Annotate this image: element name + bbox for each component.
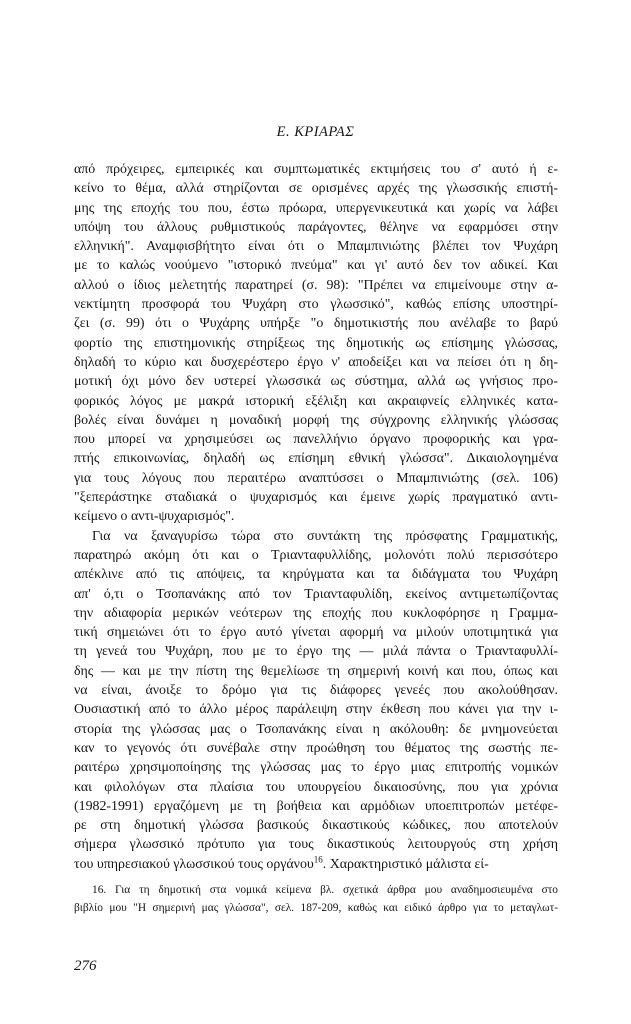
text-line: βολές είναι δυνάμει η μοναδική μορφή της σύγχρονης ελληνικής γλώσσας — [74, 412, 558, 428]
text-line: μοτική όχι μόνο δεν υστερεί γλωσσικά ως σύστημα, αλλά ως γνήσιος προ- — [74, 374, 558, 390]
main-text — [74, 160, 558, 874]
text-line: δηλαδή το κύριο και δυσχερέστερο έργο ν' αποδείξει και να πείσει ότι η δη- — [74, 354, 558, 370]
text-line: του υπηρεσιακού γλωσσικού τους οργάνου$^{16}$. Χαρακτηριστικό μάλιστα εί- — [74, 854, 489, 872]
text-line: πτής επικοινωνίας, δηλαδή ως επίσημη εθνική γλώσσα". Δικαιολογημένα — [74, 451, 558, 467]
text-line: ελληνική". Αναμφισβήτητο είναι ότι ο Μπαμπινιώτης βλέπει τον Ψυχάρη — [74, 239, 558, 255]
text-line: υπόψη του άλλους ρυθμιστικούς παράγοντες, θέληνε να εφαρμόσει στην — [74, 219, 558, 235]
text-line: ρε στη δημοτική γλώσσα βασικούς δικαστικούς κώδικες, που αποτελούν — [74, 818, 558, 834]
text-line: αλλού ο ίδιος μελετητής παρατηρεί (σ. 98): "Πρέπει να επιμείνουμε στην α- — [74, 277, 558, 293]
text-line: και φιλολόγων στα πλαίσια του υπουργείου δικαιοσύνης, που για χρόνια — [74, 779, 558, 795]
text-line: να είναι, άνοιξε το δρόμο για τις διάφορες γενεές που ακολούθησαν. — [74, 683, 558, 699]
running-head: Ε. ΚΡΙΑΡΑΣ — [276, 124, 355, 140]
text-line: από πρόχειρες, εμπειρικές και συμπτωματικές εκτιμήσεις του σ' αυτό ή ε- — [74, 162, 558, 177]
text-line: φορτίο της επιστημονικής στηρίξεως της δημοτικής ως επίσημης γλώσσας, — [74, 335, 558, 351]
text-line: "ξεπεράστηκε σταδιακά ο ψυχαρισμός και έμεινε χωρίς πραγματικό αντι- — [74, 490, 558, 506]
text-line: σήμερα γλωσσικό πρότυπο για τους δικαστικούς λειτουργούς στη χρήση — [74, 837, 558, 853]
text-line: δης — και με την πίστη της θεμελίωσε τη σημερινή κοινή και που, όπως και — [74, 663, 558, 679]
text-line: ζει (σ. 99) ότι ο Ψυχάρης υπήρξε "ο δημοτικιστής που ανέλαβε το βαρύ — [74, 316, 558, 332]
text-line: τική σημειώνει ότι το έργο αυτό γίνεται αφορμή να μιλούν υποτιμητικά για — [74, 625, 558, 641]
page-number: 276 — [74, 958, 97, 974]
text-line: Για να ξαναγυρίσω τώρα στο συντάκτη της πρόσφατης Γραμματικής, — [92, 528, 558, 544]
text-line: απέκλινε από τις απόψεις, τα κηρύγματα και τα διδάγματα του Ψυχάρη — [74, 567, 558, 583]
footnote-line: βιβλίο μου "Η σημερινή μας γλώσσα", σελ. 187-209, καθώς και ειδικό άρθρο για το μεταγλωτ- — [74, 902, 558, 914]
text-line: Ουσιαστική από το άλλο μέρος παράλειψη στην έκθεση που κάνει για την ι- — [74, 702, 558, 718]
text-line: (1982-1991) εργαζόμενη με τη βοήθεια και αρμόδιων υποεπιτροπών μετέφε- — [74, 798, 558, 814]
paragraph-1 — [74, 160, 558, 527]
text-line: καν το γεγονός ότι συνέβαλε στην προώθηση του θέματος της σωστής πε- — [74, 740, 558, 756]
text-line: μης της εποχής του που, έστω πρόωρα, υπεργενικευτικά και χωρίς να λάβει — [74, 200, 558, 216]
footnote-line: 16. Για τη δημοτική στα νομικά κείμενα βλ. σχετικά άρθρα μου αναδημοσιευμένα στο — [92, 884, 558, 896]
text-line: απ' ό,τι ο Τσοπανάκης από τον Τριανταφυλίδη, εκείνος αντιμετωπίζοντας — [74, 586, 558, 602]
text-line: την αδιαφορία μερικών νεότερων της εποχής που κυκλοφόρησε η Γραμμα- — [74, 605, 558, 621]
text-line: με το καλώς νοούμενο "ιστορικό πνεύμα" και γι' αυτό δεν τον αδικεί. Και — [74, 258, 558, 274]
footnote-ref: 16 — [313, 854, 323, 865]
paragraph-2 — [74, 527, 558, 855]
text-line: κείνο το θέμα, αλλά στηρίζονται σε ορισμένες αρχές της γλωσσικής επιστή- — [74, 181, 558, 197]
text-line: φορικός λόγος με μακρά ιστορική εξέλιξη και ακραιφνείς ελληνικές κατα- — [74, 393, 558, 409]
text-line: νεκτίμητη προσφορά του Ψυχάρη στο γλωσσικό", καθώς επίσης υποστηρί- — [74, 297, 558, 313]
text-line: στορία της γλώσσας μας ο Τσοπανάκης είναι η ακόλουθη: δε μνημονεύεται — [74, 721, 558, 737]
text-line: που μπορεί να χρησιμεύσει ως πανελλήνιο όργανο προφορικής και γρα- — [74, 432, 558, 448]
text-line: τη γενεά του Ψυχάρη, που με το έργο της — μιλά πάντα ο Τριανταφυλλί- — [74, 644, 558, 660]
footnotes — [74, 881, 558, 917]
text-line: κείμενο ο αντι-ψυχαρισμός". — [74, 509, 235, 525]
text-line: παρατηρώ ακόμη ότι και ο Τριανταφυλλίδης, μολονότι πολύ περισσότερο — [74, 547, 558, 563]
text-line: για τους λόγους που περαιτέρω αναπτύσσει ο Μπαμπινιώτης (σελ. 106) — [74, 470, 558, 486]
text-line: ραιτέρω χρησιμοποίησης της γλώσσας μας το έργο μιας επιτροπής νομικών — [74, 760, 558, 776]
